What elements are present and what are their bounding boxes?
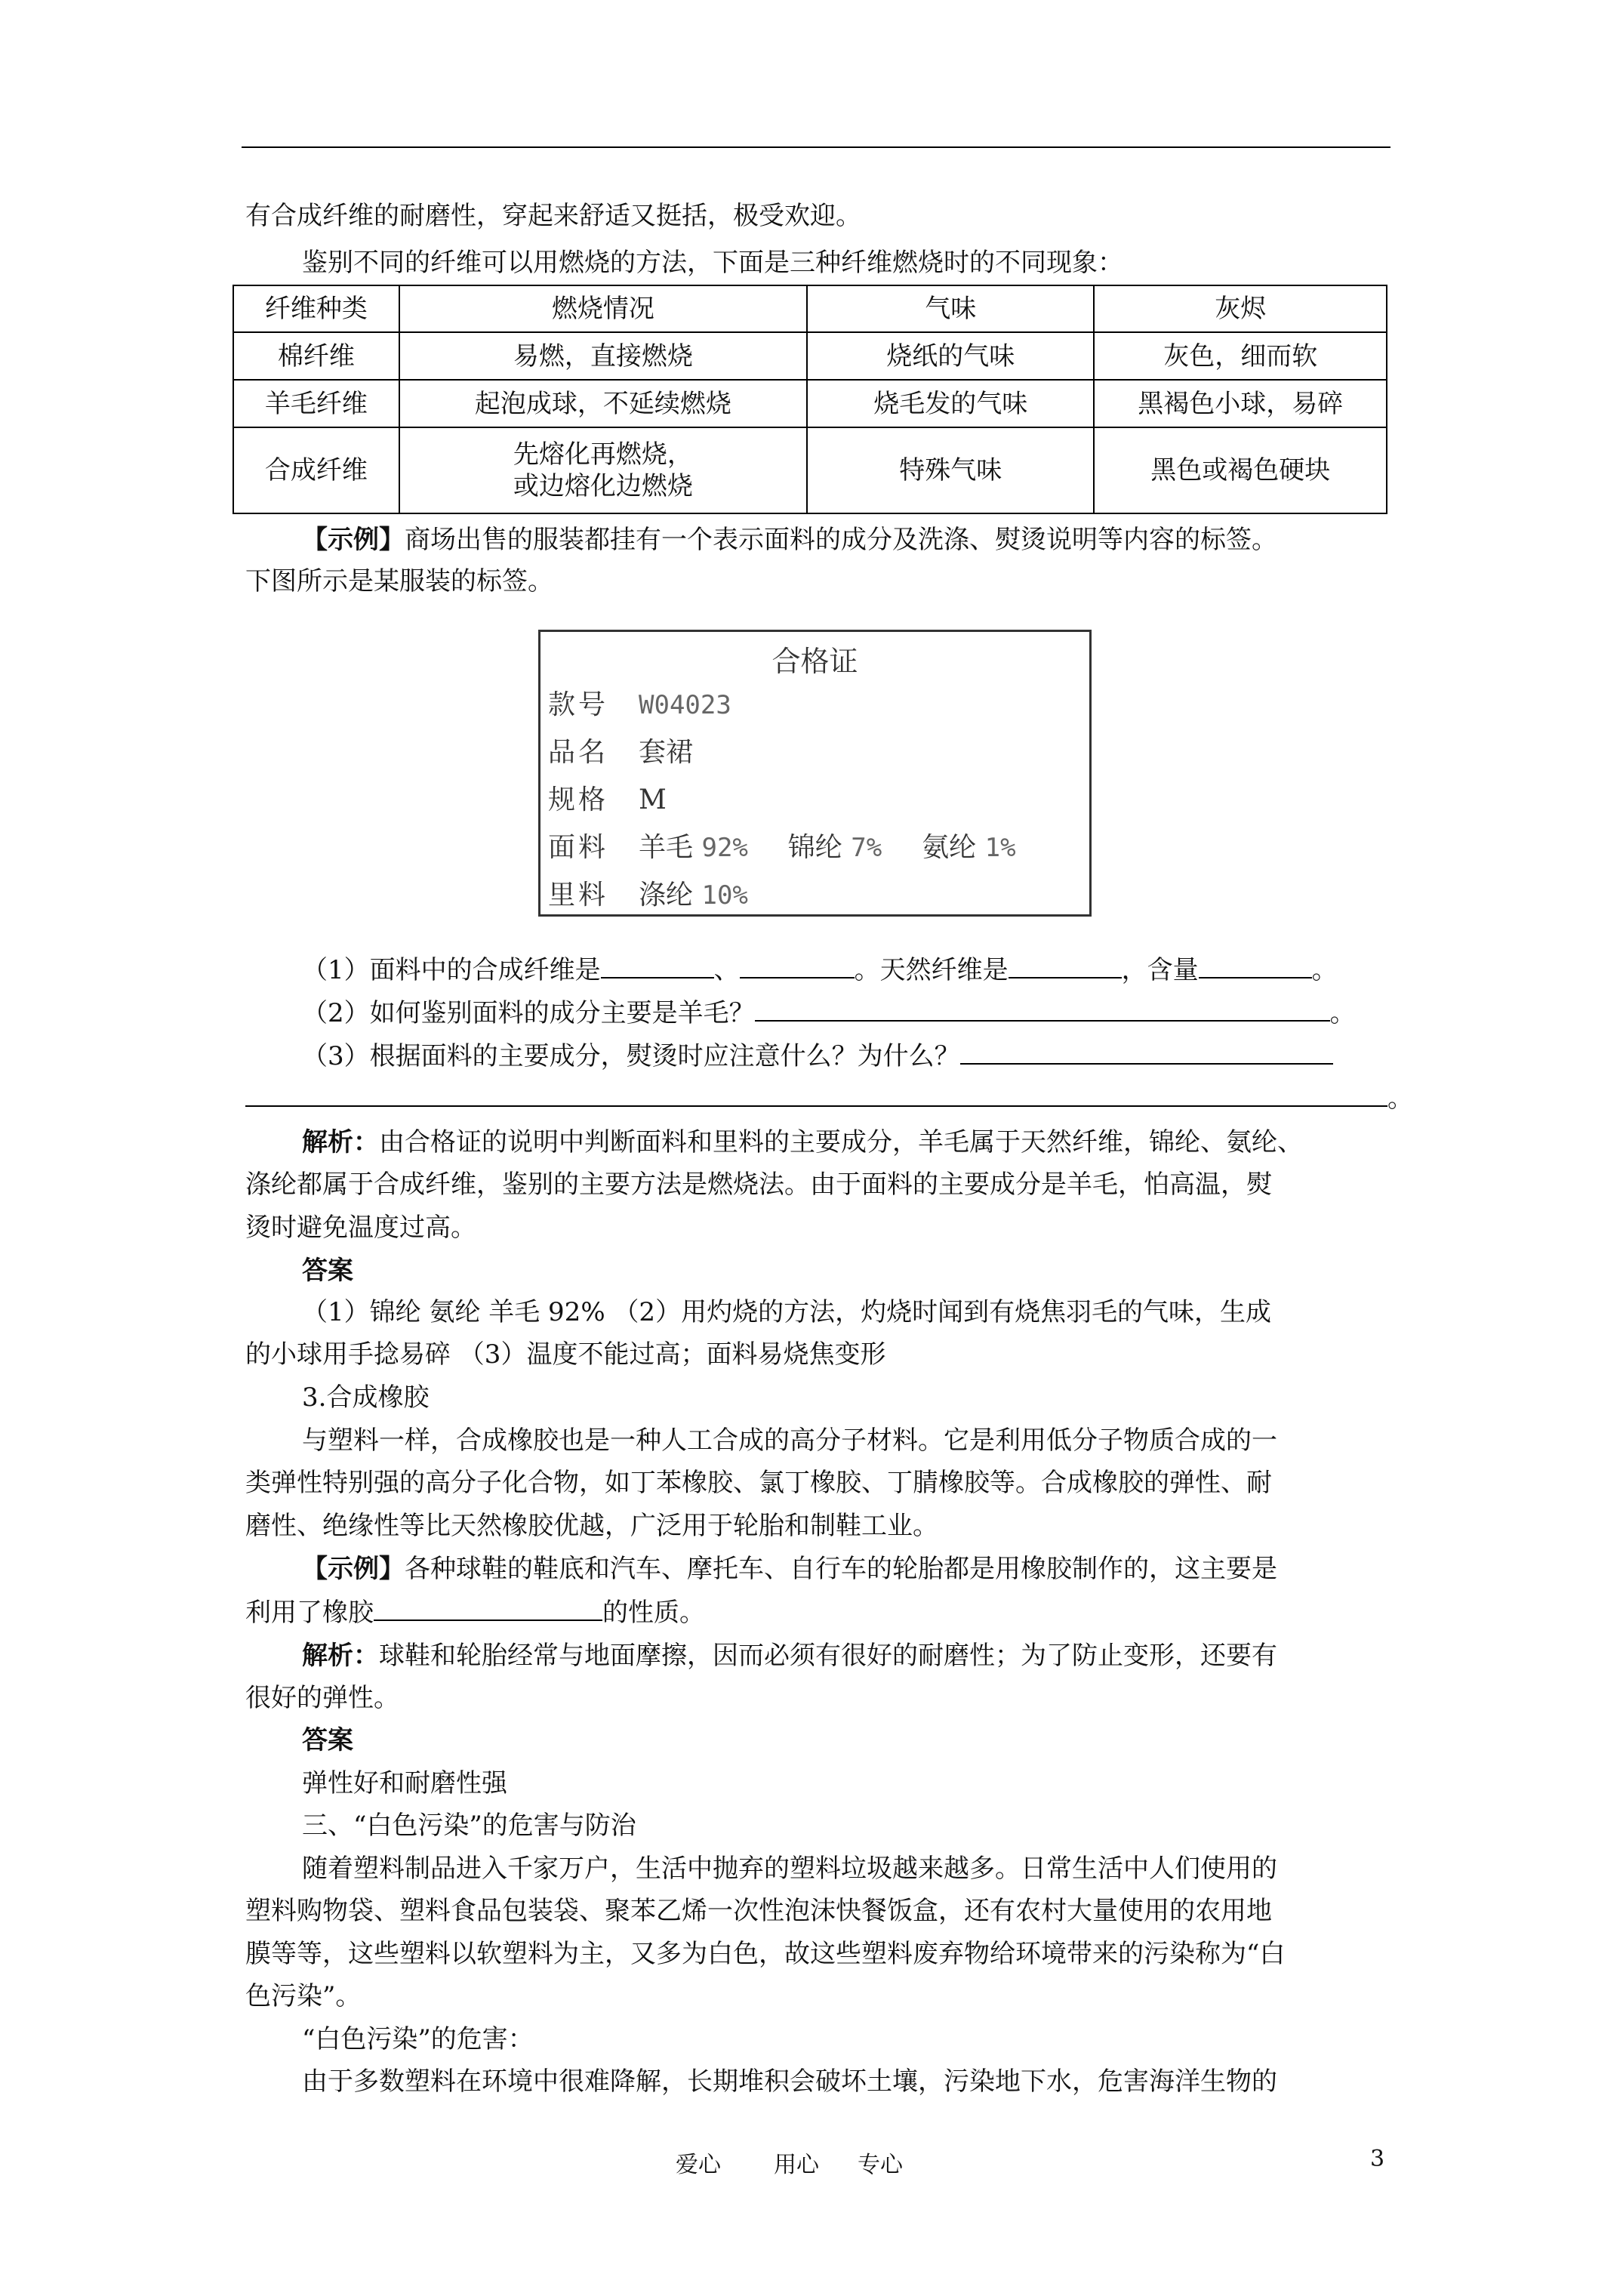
example-paragraph xyxy=(245,1595,705,1629)
answer-line: 的小球用手捻易碎 （3）温度不能过高；面料易烧焦变形 xyxy=(245,1339,886,1370)
analysis-line: 烫时避免温度过高。 xyxy=(245,1213,476,1243)
answer-blank[interactable] xyxy=(960,1039,1333,1065)
question-text: 。 xyxy=(1387,1083,1413,1114)
analysis-tag: 解析： xyxy=(302,1641,379,1671)
answer-blank[interactable] xyxy=(245,1081,1387,1107)
table-cell: 合成纤维 xyxy=(233,427,399,513)
table-header-cell: 纤维种类 xyxy=(233,285,399,332)
label-key: 规格 xyxy=(548,784,609,815)
table-header-cell: 燃烧情况 xyxy=(399,285,807,332)
footer-text: 爱心 xyxy=(676,2152,721,2178)
fabric-wool: 羊毛 xyxy=(639,832,694,863)
table-cell: 烧毛发的气味 xyxy=(807,380,1094,427)
table-cell-line: 先熔化再燃烧， xyxy=(513,439,693,470)
label-row-style xyxy=(548,683,731,722)
label-row-lining xyxy=(548,874,748,912)
paragraph: 鉴别不同的纤维可以用燃烧的方法，下面是三种纤维燃烧时的不同现象： xyxy=(302,248,1123,278)
table-cell xyxy=(399,427,807,513)
lining-poly-pct: 10% xyxy=(701,880,748,911)
answer-heading: 答案 xyxy=(302,1725,353,1755)
example-paragraph: 下图所示是某服装的标签。 xyxy=(245,566,553,596)
table-cell: 黑色或褐色硬块 xyxy=(1094,427,1387,513)
table-row xyxy=(233,380,1387,427)
table-cell: 烧纸的气味 xyxy=(807,332,1094,380)
question-3-cont xyxy=(245,1081,1413,1114)
label-key: 里料 xyxy=(548,880,609,911)
fiber-burning-table xyxy=(233,285,1387,514)
label-value: M xyxy=(639,784,667,815)
question-text: ，含量 xyxy=(1121,955,1199,985)
footer-text: 专心 xyxy=(858,2152,903,2178)
table-cell: 特殊气味 xyxy=(807,427,1094,513)
answer-blank[interactable] xyxy=(740,953,855,978)
answer-blank[interactable] xyxy=(755,996,1330,1022)
fabric-spandex: 氨纶 xyxy=(922,832,977,863)
table-cell: 羊毛纤维 xyxy=(233,380,399,427)
question-text: 。天然纤维是 xyxy=(854,955,1009,985)
garment-label xyxy=(538,630,1092,917)
example-text: 商场出售的服装都挂有一个表示面料的成分及洗涤、熨烫说明等内容的标签。 xyxy=(405,525,1277,555)
paragraph: 色污染”。 xyxy=(245,1981,362,2011)
answer-blank[interactable] xyxy=(1009,953,1122,978)
question-text: 、 xyxy=(713,955,740,985)
answer-blank[interactable] xyxy=(1199,953,1312,978)
analysis-paragraph xyxy=(302,1126,1303,1158)
table-cell: 棉纤维 xyxy=(233,332,399,380)
answer-line: （1）锦纶 氨纶 羊毛 92% （2）用灼烧的方法，灼烧时闻到有烧焦羽毛的气味，生成 xyxy=(302,1297,1272,1327)
question-text: （3）根据面料的主要成分，熨烫时应注意什么？为什么？ xyxy=(302,1041,960,1071)
label-row-fabric xyxy=(548,826,1016,864)
example-paragraph xyxy=(302,524,1277,556)
answer-line: 弹性好和耐磨性强 xyxy=(302,1768,507,1798)
footer-text: 用心 xyxy=(774,2152,819,2178)
label-key: 款号 xyxy=(548,689,609,720)
label-title: 合格证 xyxy=(771,645,858,678)
paragraph: 磨性、绝缘性等比天然橡胶优越，广泛用于轮胎和制鞋工业。 xyxy=(245,1511,938,1541)
table-row xyxy=(233,332,1387,380)
analysis-tag: 解析： xyxy=(302,1127,379,1157)
example-tag: 【示例】 xyxy=(302,525,405,555)
table-cell: 灰色，细而软 xyxy=(1094,332,1387,380)
label-row-name xyxy=(548,731,693,769)
analysis-text: 球鞋和轮胎经常与地面摩擦，因而必须有很好的耐磨性；为了防止变形，还要有 xyxy=(379,1641,1277,1671)
question-text: 。 xyxy=(1329,998,1356,1028)
paragraph: 类弹性特别强的高分子化合物，如丁苯橡胶、氯丁橡胶、丁腈橡胶等。合成橡胶的弹性、耐 xyxy=(245,1468,1272,1498)
question-3 xyxy=(302,1039,1333,1072)
label-key: 品名 xyxy=(548,737,609,768)
label-value: 套裙 xyxy=(639,737,694,768)
section-heading: 3.合成橡胶 xyxy=(302,1382,430,1413)
fabric-wool-pct: 92% xyxy=(701,833,748,863)
question-text: （1）面料中的合成纤维是 xyxy=(302,955,601,985)
table-cell: 易燃，直接燃烧 xyxy=(399,332,807,380)
table-cell-line: 或边熔化边燃烧 xyxy=(513,471,693,501)
question-text: 的性质。 xyxy=(602,1598,705,1628)
table-cell: 起泡成球，不延续燃烧 xyxy=(399,380,807,427)
answer-blank[interactable] xyxy=(601,953,714,978)
table-header-row xyxy=(233,285,1387,332)
fabric-spandex-pct: 1% xyxy=(984,833,1016,863)
page-number: 3 xyxy=(1370,2146,1385,2172)
example-tag: 【示例】 xyxy=(302,1554,405,1584)
fabric-nylon: 锦纶 xyxy=(787,832,842,863)
lining-poly: 涤纶 xyxy=(639,880,694,911)
analysis-text: 由合格证的说明中判断面料和里料的主要成分，羊毛属于天然纤维，锦纶、氨纶、 xyxy=(379,1127,1303,1157)
example-paragraph xyxy=(302,1553,1277,1585)
paragraph: 随着塑料制品进入千家万户，生活中抛弃的塑料垃圾越来越多。日常生活中人们使用的 xyxy=(302,1854,1277,1884)
table-cell: 黑褐色小球，易碎 xyxy=(1094,380,1387,427)
example-text: 各种球鞋的鞋底和汽车、摩托车、自行车的轮胎都是用橡胶制作的，这主要是 xyxy=(405,1554,1277,1584)
paragraph: 膜等等，这些塑料以软塑料为主，又多为白色，故这些塑料废弃物给环境带来的污染称为“白 xyxy=(245,1939,1286,1969)
answer-blank[interactable] xyxy=(374,1595,602,1621)
table-header-cell: 气味 xyxy=(807,285,1094,332)
answer-heading: 答案 xyxy=(302,1256,353,1286)
label-value: W04023 xyxy=(639,690,731,720)
question-text: 。 xyxy=(1311,955,1338,985)
question-2 xyxy=(302,996,1356,1029)
paragraph: 与塑料一样，合成橡胶也是一种人工合成的高分子材料。它是利用低分子物质合成的一 xyxy=(302,1425,1277,1456)
question-text: （2）如何鉴别面料的成分主要是羊毛？ xyxy=(302,998,755,1028)
label-key: 面料 xyxy=(548,832,609,863)
fabric-nylon-pct: 7% xyxy=(851,833,882,863)
analysis-line: 很好的弹性。 xyxy=(245,1683,399,1713)
section-heading: 三、“白色污染”的危害与防治 xyxy=(302,1811,636,1841)
label-row-size xyxy=(548,778,667,817)
table-header-cell: 灰烬 xyxy=(1094,285,1387,332)
paragraph: “白色污染”的危害： xyxy=(302,2024,534,2054)
table-row xyxy=(233,427,1387,513)
header-rule xyxy=(242,146,1390,148)
analysis-line: 涤纶都属于合成纤维，鉴别的主要方法是燃烧法。由于面料的主要成分是羊毛，怕高温，熨 xyxy=(245,1170,1272,1200)
paragraph: 塑料购物袋、塑料食品包装袋、聚苯乙烯一次性泡沫快餐饭盒，还有农村大量使用的农用地 xyxy=(245,1896,1272,1926)
paragraph: 有合成纤维的耐磨性，穿起来舒适又挺括，极受欢迎。 xyxy=(245,201,861,231)
question-text: 利用了橡胶 xyxy=(245,1598,374,1628)
paragraph: 由于多数塑料在环境中很难降解，长期堆积会破坏土壤，污染地下水，危害海洋生物的 xyxy=(302,2066,1277,2097)
question-1 xyxy=(302,953,1338,986)
analysis-paragraph xyxy=(302,1640,1277,1672)
